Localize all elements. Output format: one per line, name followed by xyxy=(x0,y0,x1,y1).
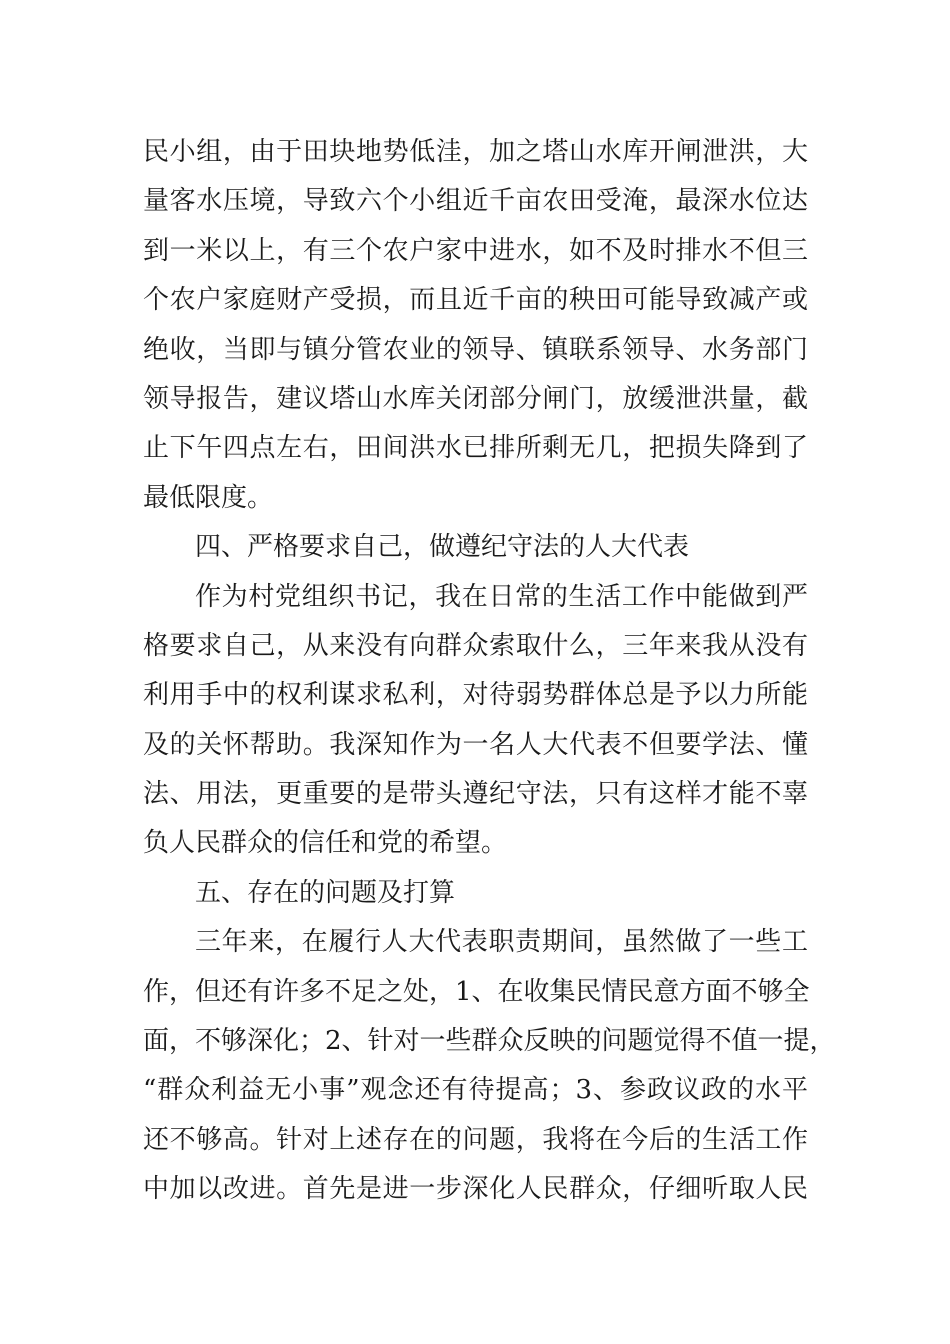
text-line: “群众利益无小事”观念还有待提高；3、参政议政的水平 xyxy=(143,1075,808,1106)
text-line: 到一米以上，有三个农户家中进水，如不及时排水不但三 xyxy=(143,235,808,266)
text-line: 个农户家庭财产受损，而且近千亩的秧田可能导致减产或 xyxy=(143,285,808,316)
text-line: 面，不够深化；2、针对一些群众反映的问题觉得不值一提， xyxy=(143,1026,836,1057)
text-line: 绝收，当即与镇分管农业的领导、镇联系领导、水务部门 xyxy=(143,334,808,365)
text-line: 负人民群众的信任和党的希望。 xyxy=(143,828,508,859)
text-line: 格要求自己，从来没有向群众索取什么，三年来我从没有 xyxy=(143,630,808,661)
text-line: 三年来，在履行人大代表职责期间，虽然做了一些工 xyxy=(195,927,808,958)
text-line: 还不够高。针对上述存在的问题，我将在今后的生活工作 xyxy=(143,1124,808,1155)
text-line: 最低限度。 xyxy=(143,482,274,513)
text-line: 领导报告，建议塔山水库关闭部分闸门，放缓泄洪量，截 xyxy=(143,383,808,414)
body-text xyxy=(143,128,836,1215)
text-line: 法、用法，更重要的是带头遵纪守法，只有这样才能不辜 xyxy=(143,779,808,810)
text-line: 量客水压境，导致六个小组近千亩农田受淹，最深水位达 xyxy=(143,186,808,217)
text-line: 中加以改进。首先是进一步深化人民群众，仔细听取人民 xyxy=(143,1174,808,1205)
text-line: 作，但还有许多不足之处，1、在收集民情民意方面不够全 xyxy=(143,976,810,1007)
text-line: 止下午四点左右，田间洪水已排所剩无几，把损失降到了 xyxy=(143,433,808,464)
text-line: 作为村党组织书记，我在日常的生活工作中能做到严 xyxy=(195,581,808,612)
text-line: 利用手中的权利谋求私利，对待弱势群体总是予以力所能 xyxy=(143,680,808,711)
text-line: 及的关怀帮助。我深知作为一名人大代表不但要学法、懂 xyxy=(143,729,808,760)
section-heading: 五、存在的问题及打算 xyxy=(195,877,456,908)
section-heading: 四、严格要求自己，做遵纪守法的人大代表 xyxy=(195,532,690,563)
text-line: 民小组，由于田块地势低洼，加之塔山水库开闸泄洪，大 xyxy=(143,137,808,167)
